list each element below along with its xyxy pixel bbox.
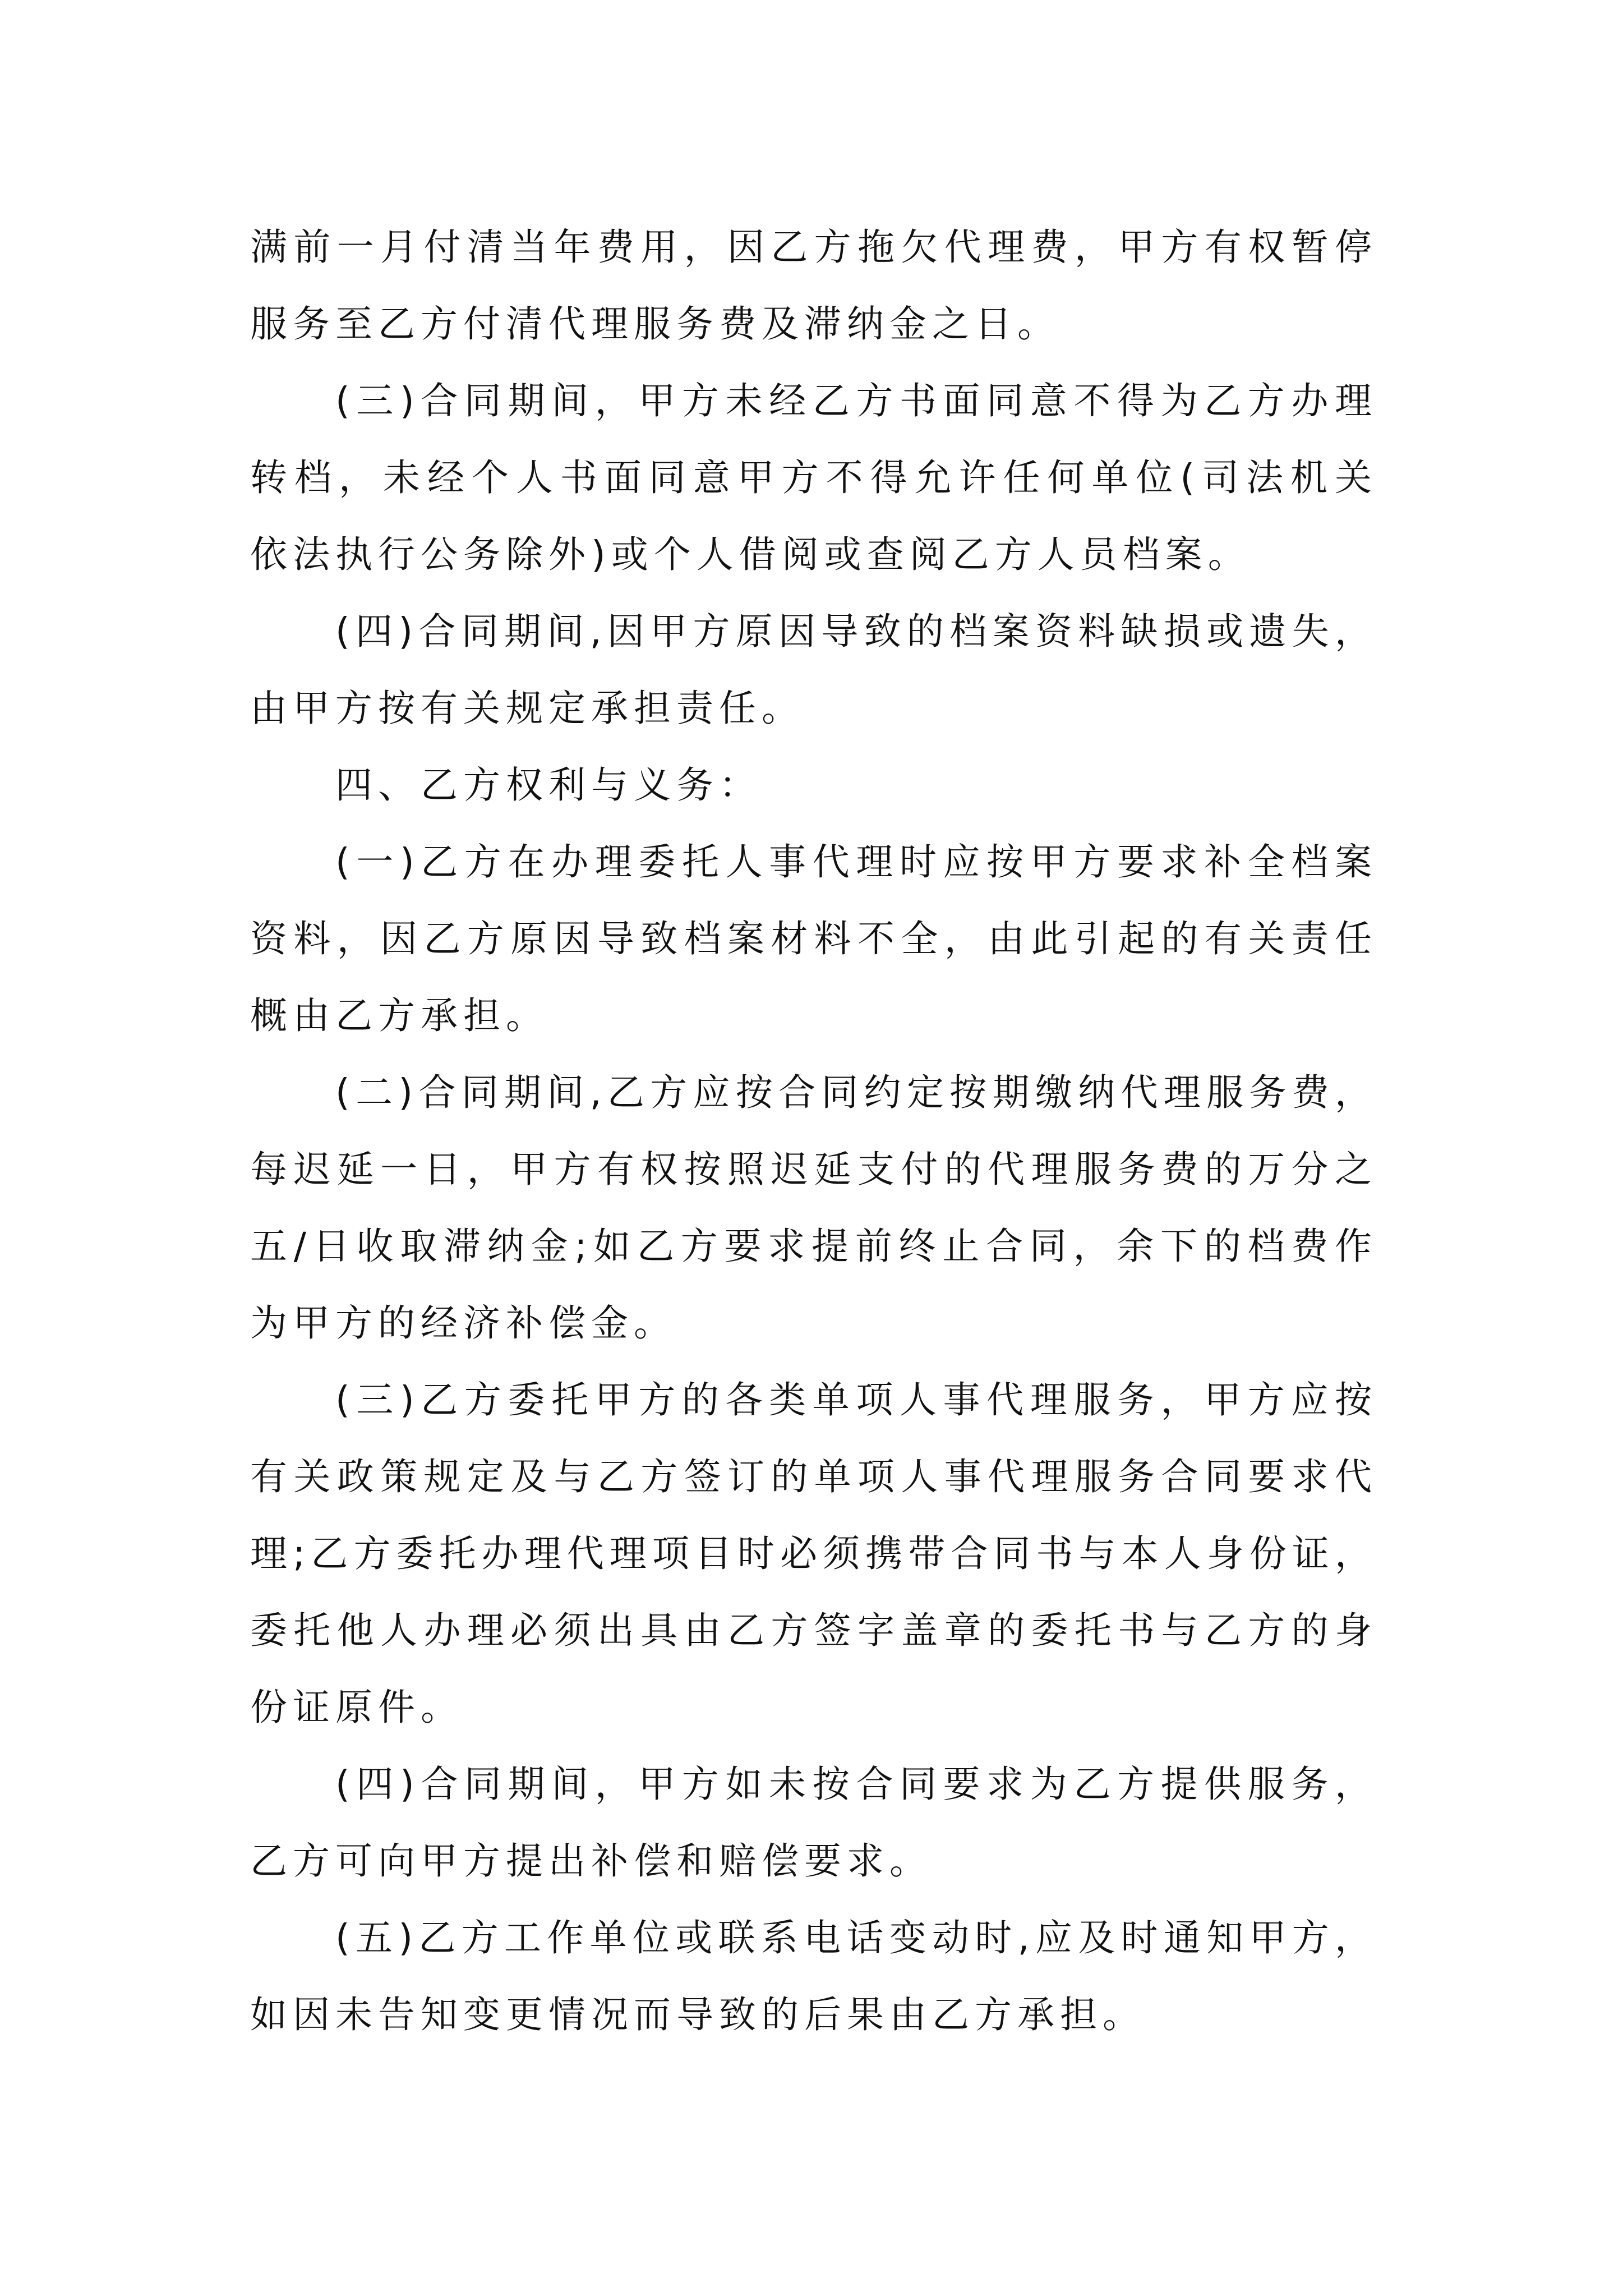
section-heading-4: 四、乙方权利与义务： (335, 763, 762, 807)
paragraph-continuation: 满前一月付清当年费用，因乙方拖欠代理费，甲方有权暂停服务至乙方付清代理服务费及滞纳金之日。 (250, 226, 1377, 346)
paragraph-4-2: (二)合同期间,乙方应按合同约定按期缴纳代理服务费，每迟延一日，甲方有权按照迟延支付的代理服务费的万分之五/日收取滞纳金;如乙方要求提前终止合同，余下的档费作为甲方的经济补偿金。 (250, 1071, 1377, 1345)
paragraph-3-3: (三)合同期间，甲方未经乙方书面同意不得为乙方办理转档，未经个人书面同意甲方不得允许任何单位(司法机关依法执行公务除外)或个人借阅或查阅乙方人员档案。 (250, 379, 1377, 576)
paragraph-3-4: (四)合同期间,因甲方原因导致的档案资料缺损或遗失，由甲方按有关规定承担责任。 (250, 610, 1377, 730)
document-body (250, 209, 1377, 2053)
paragraph-4-3: (三)乙方委托甲方的各类单项人事代理服务，甲方应按有关政策规定及与乙方签订的单项人事代理服务合同要求代理;乙方委托办理代理项目时必须携带合同书与本人身份证，委托他人办理必须出具由乙方签字盖章的委托书与乙方的身份证原件。 (250, 1378, 1377, 1729)
paragraph-4-5: (五)乙方工作单位或联系电话变动时,应及时通知甲方，如因未告知变更情况而导致的后果由乙方承担。 (250, 1916, 1377, 2036)
paragraph-4-1: (一)乙方在办理委托人事代理时应按甲方要求补全档案资料，因乙方原因导致档案材料不全，由此引起的有关责任概由乙方承担。 (250, 840, 1377, 1037)
paragraph-4-4: (四)合同期间，甲方如未按合同要求为乙方提供服务，乙方可向甲方提出补偿和赔偿要求。 (250, 1763, 1377, 1883)
